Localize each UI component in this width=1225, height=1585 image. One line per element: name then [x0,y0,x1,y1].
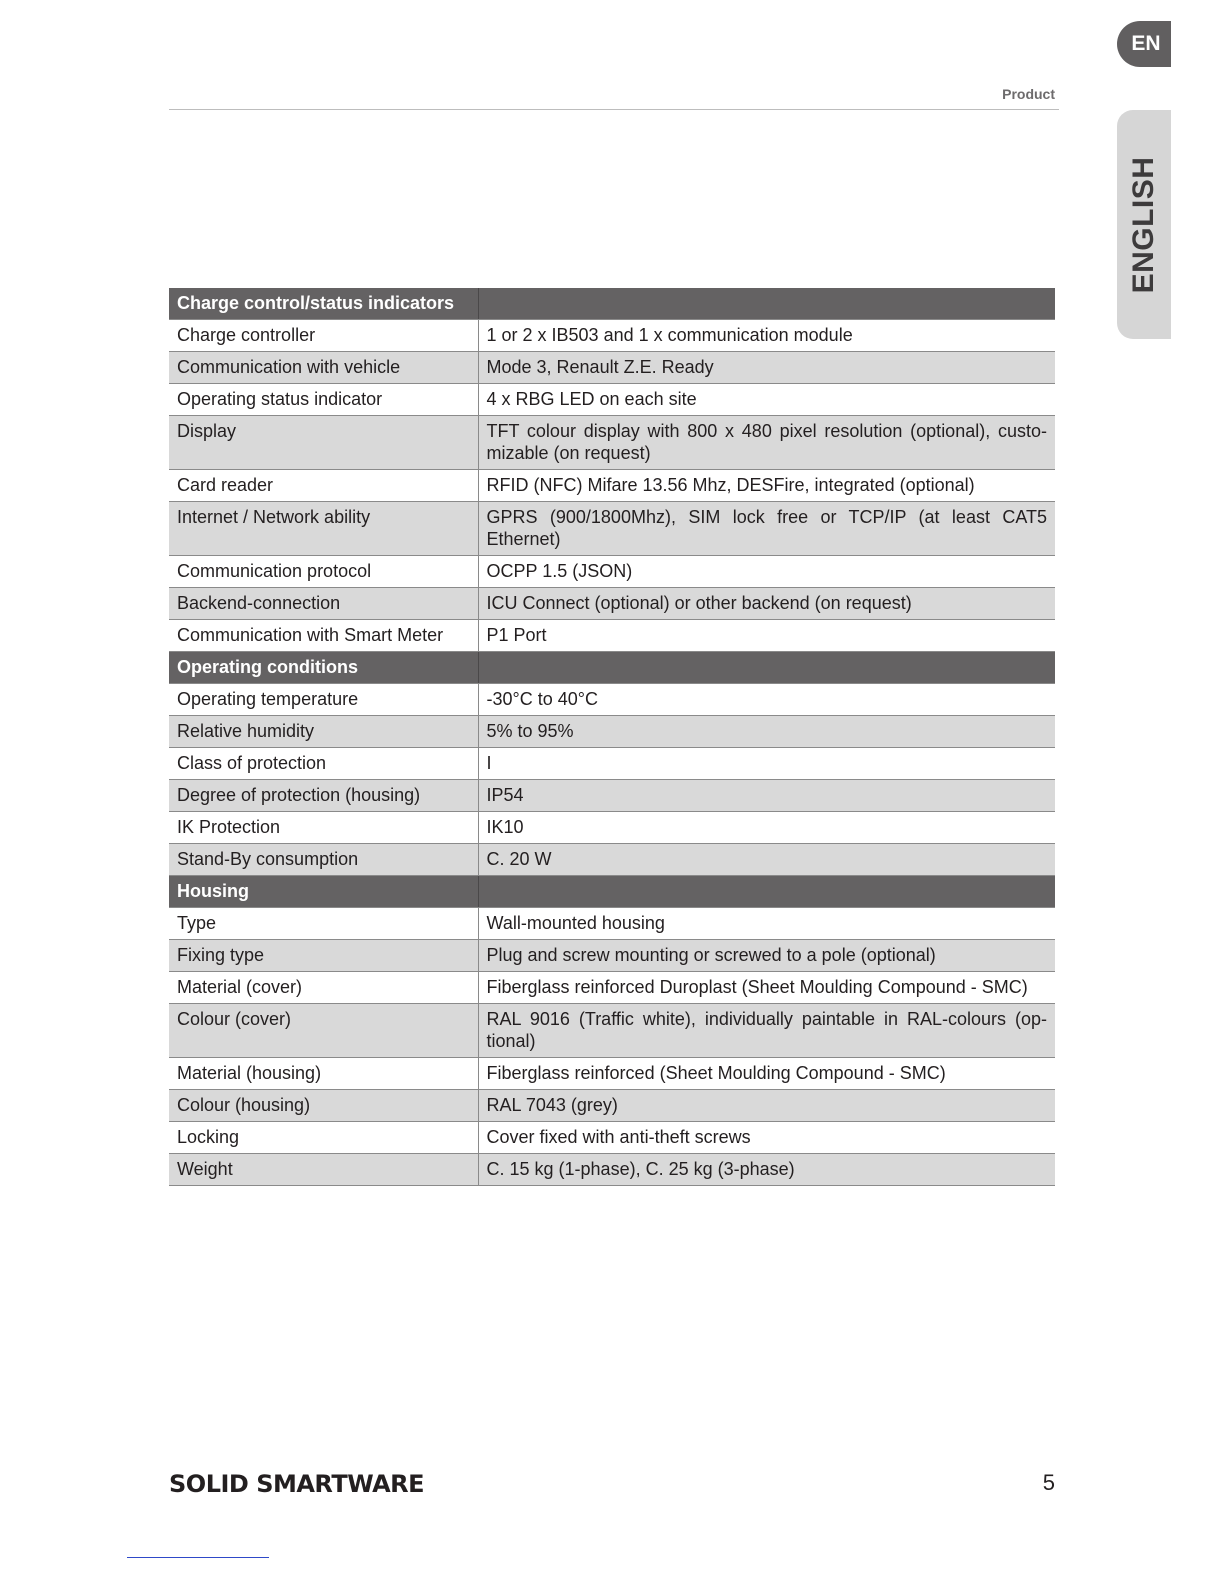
spec-value: C. 15 kg (1-phase), C. 25 kg (3-phase) [478,1154,1055,1186]
footer-link-line [127,1557,269,1558]
table-row [169,470,1055,502]
spec-key: Material (cover) [169,972,478,1004]
table-row [169,812,1055,844]
spec-value: I [478,748,1055,780]
table-row [169,1058,1055,1090]
table-row [169,684,1055,716]
table-row [169,320,1055,352]
table-row [169,716,1055,748]
spec-value: Mode 3, Renault Z.E. Ready [478,352,1055,384]
table-row [169,972,1055,1004]
spec-key: Display [169,416,478,470]
table-row [169,588,1055,620]
spec-value: RAL 9016 (Traffic white), individually paintable in RAL-colours (op-tional) [478,1004,1055,1058]
table-row [169,1090,1055,1122]
table-row [169,1154,1055,1186]
table-section-header [169,876,1055,908]
spec-value: -30°C to 40°C [478,684,1055,716]
table-row [169,556,1055,588]
spec-value: Fiberglass reinforced Duroplast (Sheet Moulding Compound - SMC) [478,972,1055,1004]
spec-value: 4 x RBG LED on each site [478,384,1055,416]
spec-key: Charge controller [169,320,478,352]
spec-key: Card reader [169,470,478,502]
language-badge [1117,21,1171,67]
table-row [169,748,1055,780]
spec-key: Communication protocol [169,556,478,588]
spec-key: Operating temperature [169,684,478,716]
spec-value: Wall-mounted housing [478,908,1055,940]
spec-value: 5% to 95% [478,716,1055,748]
spec-key: Operating status indicator [169,384,478,416]
spec-value: TFT colour display with 800 x 480 pixel resolution (optional), custo-mizable (on request) [478,416,1055,470]
spec-key: Communication with vehicle [169,352,478,384]
spec-value: Plug and screw mounting or screwed to a pole (optional) [478,940,1055,972]
specifications-table [169,288,1055,1186]
spec-value: Fiberglass reinforced (Sheet Moulding Compound - SMC) [478,1058,1055,1090]
spec-key: Class of protection [169,748,478,780]
spec-key: Fixing type [169,940,478,972]
language-tab-label: ENGLISH [1127,156,1160,293]
brand-logo: SOLID SMARTWARE [169,1470,425,1498]
section-title: Operating conditions [169,652,478,684]
spec-value: OCPP 1.5 (JSON) [478,556,1055,588]
section-spacer [478,288,1055,320]
spec-key: Material (housing) [169,1058,478,1090]
table-row [169,908,1055,940]
spec-key: Weight [169,1154,478,1186]
table-row [169,780,1055,812]
table-section-header [169,288,1055,320]
spec-key: Relative humidity [169,716,478,748]
spec-key: Backend-connection [169,588,478,620]
spec-value: IP54 [478,780,1055,812]
section-title: Charge control/status indicators [169,288,478,320]
table-row [169,502,1055,556]
header-divider [169,109,1059,110]
spec-key: Type [169,908,478,940]
language-tab [1117,110,1171,339]
table-row [169,940,1055,972]
spec-value: 1 or 2 x IB503 and 1 x communication module [478,320,1055,352]
table-section-header [169,652,1055,684]
spec-key: IK Protection [169,812,478,844]
spec-value: RFID (NFC) Mifare 13.56 Mhz, DESFire, integrated (optional) [478,470,1055,502]
section-title: Housing [169,876,478,908]
spec-key: Stand-By consumption [169,844,478,876]
spec-value: RAL 7043 (grey) [478,1090,1055,1122]
spec-key: Colour (housing) [169,1090,478,1122]
spec-key: Degree of protection (housing) [169,780,478,812]
spec-key: Communication with Smart Meter [169,620,478,652]
page-number: 5 [1042,1470,1055,1495]
spec-key: Internet / Network ability [169,502,478,556]
section-header-label: Product [1002,86,1055,102]
spec-key: Colour (cover) [169,1004,478,1058]
spec-value: P1 Port [478,620,1055,652]
table-row [169,1004,1055,1058]
table-row [169,620,1055,652]
spec-value: Cover fixed with anti-theft screws [478,1122,1055,1154]
table-row [169,352,1055,384]
spec-value: GPRS (900/1800Mhz), SIM lock free or TCP/IP (at least CAT5 Ethernet) [478,502,1055,556]
section-spacer [478,652,1055,684]
section-spacer [478,876,1055,908]
table-row [169,384,1055,416]
spec-value: IK10 [478,812,1055,844]
spec-key: Locking [169,1122,478,1154]
spec-value: C. 20 W [478,844,1055,876]
table-row [169,416,1055,470]
language-badge-label: EN [1131,32,1161,55]
table-row [169,1122,1055,1154]
spec-value: ICU Connect (optional) or other backend (on request) [478,588,1055,620]
table-row [169,844,1055,876]
